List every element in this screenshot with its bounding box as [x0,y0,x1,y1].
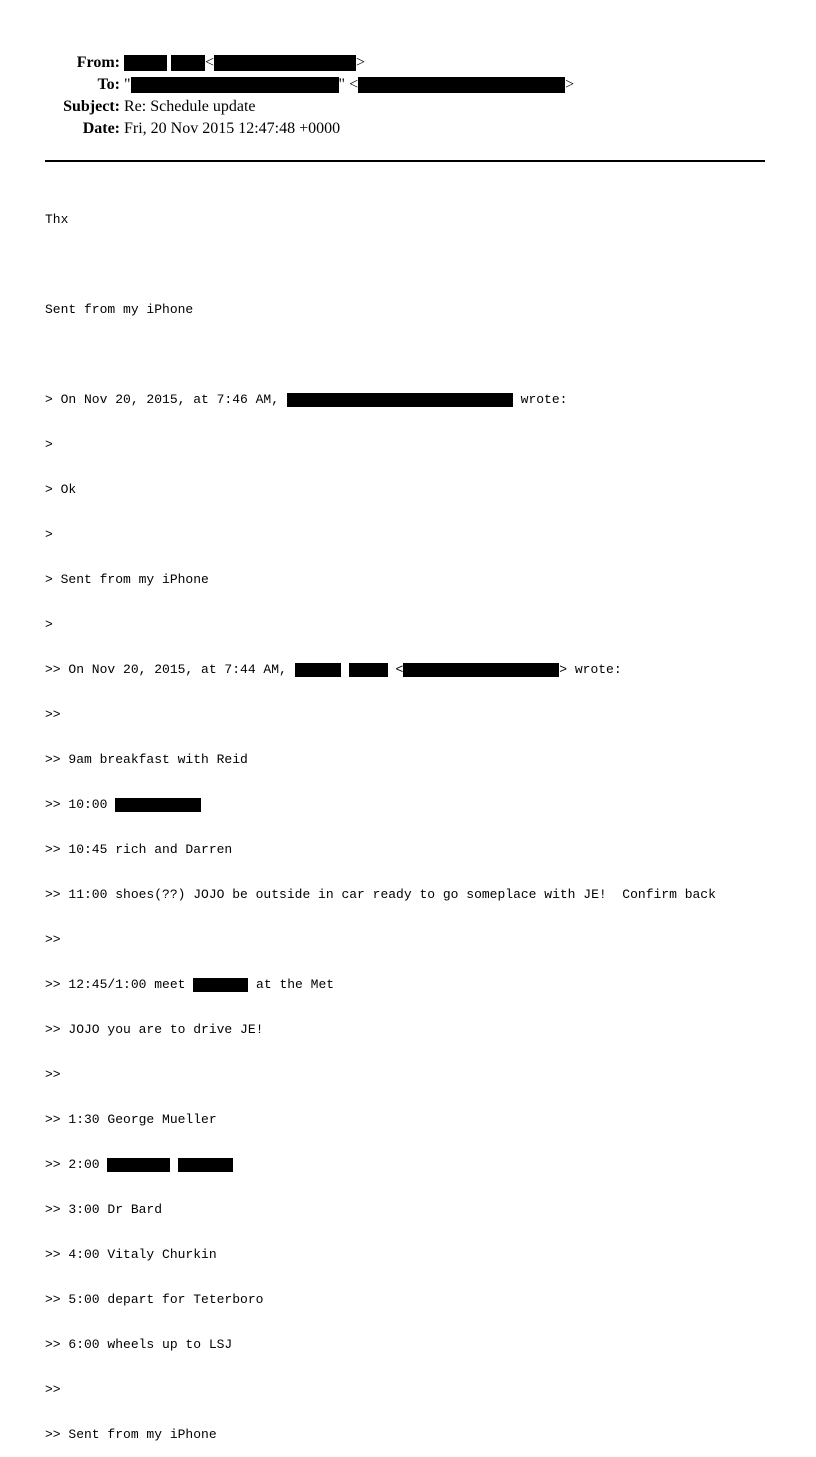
body-line: >> 3:00 Dr Bard [45,1202,163,1217]
body-line: >> JOJO you are to drive JE! [45,1022,264,1037]
body-line: >> 4:00 Vitaly Churkin [45,1247,217,1262]
redaction-block [107,1158,170,1172]
body-line: >> 11:00 shoes(??) JOJO be outside in car ready to go someplace with JE! Confirm back [45,887,716,902]
redaction-block [358,77,565,93]
from-value [124,52,365,74]
redaction-block [193,978,248,992]
schedule-time: >> 10:00 [45,797,116,812]
quote-header-text: > wrote: [559,662,622,677]
to-quote-close: " < [338,76,359,93]
subject-label: Subject: [63,98,120,115]
schedule-text: at the Met [248,977,335,992]
redaction-block [178,1158,233,1172]
date-label: Date: [82,120,120,137]
email-body [45,182,785,1457]
redaction-block [287,393,513,407]
redaction-block [131,77,339,93]
header-divider [45,160,765,162]
schedule-time: >> 2:00 [45,1157,108,1172]
redaction-block [214,55,356,71]
body-line: > Ok [45,482,77,497]
from-lt: < [205,54,215,71]
quote-header-text: < [387,662,404,677]
redaction-block [115,798,201,812]
body-line [45,662,785,677]
body-line: >> 9am breakfast with Reid [45,752,248,767]
subject-row [0,96,816,118]
body-line: >> [45,932,61,947]
from-gt: > [356,54,366,71]
to-value [124,74,574,96]
from-row [0,52,816,74]
body-line: Thx [45,212,69,227]
body-line: >> 5:00 depart for Teterboro [45,1292,264,1307]
body-line: >> Sent from my iPhone [45,1427,217,1442]
body-line: >> 6:00 wheels up to LSJ [45,1337,233,1352]
body-line [45,797,785,812]
quote-header-text: >> On Nov 20, 2015, at 7:44 AM, [45,662,295,677]
redaction-block [295,663,341,677]
body-line: >> [45,1067,61,1082]
email-header [0,52,816,140]
body-line: > [45,617,53,632]
from-label: From: [76,54,120,71]
to-quote-open: " [124,76,131,93]
to-label: To: [97,76,120,93]
body-line: > Sent from my iPhone [45,572,209,587]
body-line: > [45,437,53,452]
redaction-block [124,55,167,71]
body-line: >> 10:45 rich and Darren [45,842,233,857]
body-line: Sent from my iPhone [45,302,194,317]
quote-header-text: > On Nov 20, 2015, at 7:46 AM, [45,392,287,407]
body-line [45,392,785,407]
body-line [45,1157,785,1172]
redaction-block [171,55,205,71]
body-line: >> [45,707,61,722]
body-line: >> [45,1382,61,1397]
body-line [45,977,785,992]
to-row [0,74,816,96]
to-gt: > [565,76,575,93]
date-row [0,118,816,140]
schedule-time: >> 12:45/1:00 meet [45,977,194,992]
date-value: Fri, 20 Nov 2015 12:47:48 +0000 [124,120,341,137]
redaction-block [403,663,559,677]
quote-header-text: wrote: [512,392,568,407]
body-line: >> 1:30 George Mueller [45,1112,217,1127]
redaction-block [349,663,388,677]
body-line: > [45,527,53,542]
subject-value: Re: Schedule update [124,98,256,115]
